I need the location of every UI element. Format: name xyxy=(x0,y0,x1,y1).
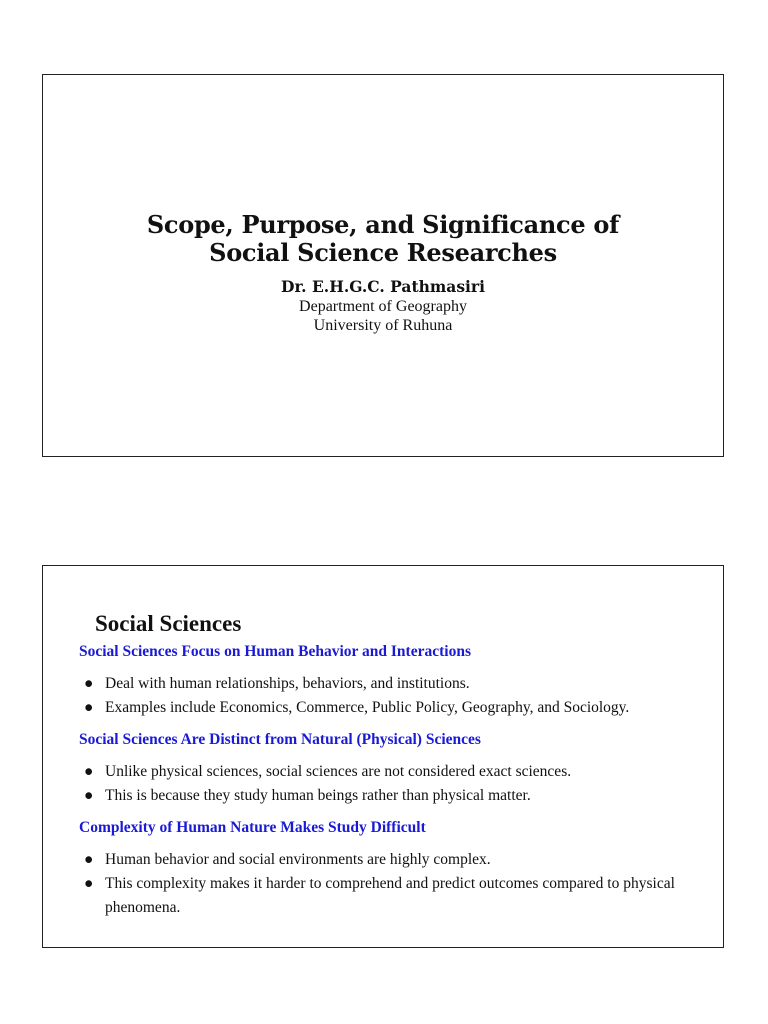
bullet-icon: ● xyxy=(84,787,94,804)
list-item xyxy=(79,848,693,872)
bullet-text: Examples include Economics, Commerce, Public Policy, Geography, and Sociology. xyxy=(105,699,630,716)
slide-title-line-2: Social Science Researches xyxy=(209,238,557,267)
list-item xyxy=(79,696,693,720)
slide-heading: Social Sciences xyxy=(95,611,242,636)
slide-title-line-1: Scope, Purpose, and Significance of xyxy=(146,210,620,239)
bullet-text: Deal with human relationships, behaviors, and institutions. xyxy=(105,675,470,692)
list-item xyxy=(79,784,693,808)
bullet-icon: ● xyxy=(84,851,94,868)
author-name: Dr. E.H.G.C. Pathmasiri xyxy=(281,277,485,296)
list-item xyxy=(79,872,693,920)
list-item xyxy=(79,760,693,784)
section-heading: Social Sciences Are Distinct from Natural (Physical) Sciences xyxy=(79,731,481,748)
content-slide xyxy=(42,565,724,948)
bullet-icon: ● xyxy=(84,763,94,780)
bullet-text: This is because they study human beings rather than physical matter. xyxy=(105,787,531,804)
section-heading: Social Sciences Focus on Human Behavior and Interactions xyxy=(79,643,471,660)
bullet-icon: ● xyxy=(84,875,94,892)
bullet-text: This complexity makes it harder to comprehend and predict outcomes compared to physical phenomena. xyxy=(105,875,675,916)
title-slide xyxy=(42,74,724,457)
department: Department of Geography xyxy=(299,298,467,315)
section-heading: Complexity of Human Nature Makes Study Difficult xyxy=(79,819,426,836)
bullet-icon: ● xyxy=(84,699,94,716)
university: University of Ruhuna xyxy=(313,317,453,334)
bullet-list xyxy=(79,848,693,920)
title-block xyxy=(43,211,723,335)
bullet-list xyxy=(79,672,693,720)
bullet-text: Unlike physical sciences, social sciences are not considered exact sciences. xyxy=(105,763,572,780)
bullet-icon: ● xyxy=(84,675,94,692)
bullet-text: Human behavior and social environments are highly complex. xyxy=(105,851,491,868)
list-item xyxy=(79,672,693,696)
bullet-list xyxy=(79,760,693,808)
